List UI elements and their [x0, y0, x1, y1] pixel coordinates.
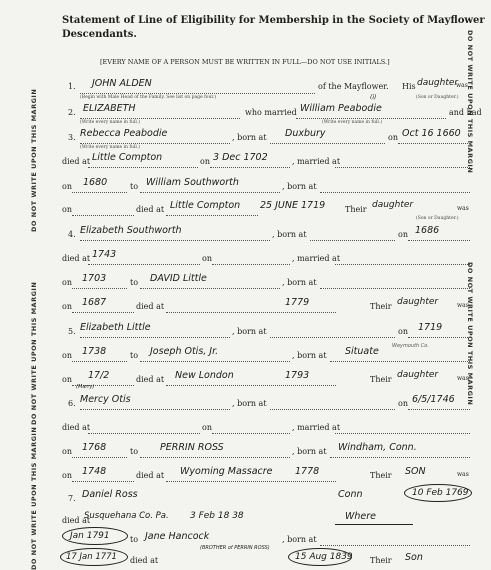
gen4-on-label-4: on — [62, 302, 72, 311]
gen4-married-label: , married at — [292, 254, 341, 263]
gen4-spouse-birthdate: 1687 — [82, 297, 107, 308]
gen5-on-label: on — [398, 327, 408, 336]
gen6-relation: SON — [405, 466, 426, 477]
gen6-born-label-2: , born at — [292, 447, 327, 456]
gen1-sub-instruction: (Begin with Male Head of the Family. See list on page four.) — [80, 95, 217, 100]
gen4-their-label: Their — [370, 302, 392, 311]
gen4-to-label: to — [130, 278, 139, 287]
gen6-their-label: Their — [370, 471, 392, 480]
gen5-line-d — [72, 361, 127, 362]
left-margin-note-top: DO NOT WRITE UPON THIS MARGIN — [30, 88, 38, 232]
gen1-sub-son-daughter: (Son or Daughter.) — [416, 95, 459, 100]
gen5-line-f — [330, 361, 470, 362]
gen3-line-d — [88, 167, 198, 168]
right-margin-note-top: DO NOT WRITE UPON THIS MARGIN — [466, 30, 474, 174]
gen6-line-e — [212, 433, 290, 434]
gen5-spouse-birthplace-note: Weymouth Co. — [392, 343, 429, 349]
gen5-birthdate: 1719 — [418, 322, 443, 333]
gen4-birthdate: 1686 — [415, 225, 440, 236]
left-margin-note-mid: DO NOT WRITE UPON THIS MARGIN — [30, 281, 38, 425]
gen2-mark: (i) — [370, 94, 377, 101]
gen6-on-label-3: on — [62, 447, 72, 456]
gen4-died-label: died at — [62, 254, 91, 263]
gen3-spouse-deathplace: Little Compton — [170, 200, 241, 211]
gen3-on-label-2: on — [200, 157, 210, 166]
gen6-birthdate: 6/5/1746 — [412, 394, 455, 405]
gen4-spouse-deathdate: 1779 — [285, 297, 310, 308]
gen1-was-label: was — [456, 82, 468, 89]
gen3-to-label: to — [130, 182, 139, 191]
gen2-who-married-label: who married — [245, 108, 297, 117]
gen2-and-had-label: and had — [449, 108, 482, 117]
gen3-line-a — [80, 143, 230, 144]
gen4-relation: daughter — [397, 297, 439, 307]
gen3-was-label: was — [457, 205, 469, 212]
gen5-name: Elizabeth Little — [80, 322, 151, 333]
gen7-spouse: Jane Hancock — [145, 531, 210, 542]
gen7-to-label: to — [130, 535, 139, 544]
gen4-name: Elizabeth Southworth — [80, 225, 182, 236]
gen4-line-a — [80, 240, 270, 241]
gen3-born-label: , born at — [232, 133, 267, 142]
gen3-line-k — [166, 215, 258, 216]
gen7-birthplace: Conn — [338, 489, 363, 500]
gen4-on-label-3: on — [62, 278, 72, 287]
gen7-married-underline — [335, 524, 413, 525]
gen1-his-label: His — [402, 82, 416, 91]
gen3-on-label-4: on — [62, 205, 72, 214]
gen4-died-label-2: died at — [136, 302, 165, 311]
gen3-sub: (Write every name in full.) — [80, 145, 141, 150]
gen3-line-f — [335, 167, 470, 168]
gen4-was-label: was — [457, 302, 469, 309]
form-title-line1: Statement of Line of Eligibility for Membership in the Society of Mayflower — [62, 15, 485, 26]
gen6-name-note: (Marry) — [76, 384, 95, 390]
gen7-spouse-deathdate-circle — [288, 548, 352, 566]
gen4-on-label: on — [398, 230, 408, 239]
gen5-on-label-2: on — [62, 351, 72, 360]
gen3-born-label-2: , born at — [282, 182, 317, 191]
gen7-deathdate: 3 Feb 18 38 — [190, 511, 244, 521]
gen5-spouse-deathdate: 1793 — [285, 370, 310, 381]
gen6-on-label-2: on — [202, 423, 212, 432]
gen1-number: 1. — [68, 82, 76, 91]
gen5-born-label-2: , born at — [292, 351, 327, 360]
gen4-number: 4. — [68, 230, 76, 239]
gen7-marriage-circle — [62, 527, 128, 545]
gen2-line-b — [296, 118, 446, 119]
gen4-born-label: , born at — [272, 230, 307, 239]
gen6-marriage-year: 1768 — [82, 442, 107, 453]
gen3-line-h — [140, 192, 280, 193]
gen3-line-i — [320, 192, 470, 193]
gen5-born-label: , born at — [232, 327, 267, 336]
gen6-line-i — [330, 457, 470, 458]
gen7-born-label: , born at — [282, 535, 317, 544]
gen6-died-label-2: died at — [136, 471, 165, 480]
gen4-line-f — [335, 264, 470, 265]
gen4-line-g — [72, 288, 127, 289]
gen3-number: 3. — [68, 133, 76, 142]
gen3-line-b — [270, 143, 385, 144]
gen5-spouse-deathplace: New London — [175, 370, 234, 381]
gen3-on-label-3: on — [62, 182, 72, 191]
gen5-line-a — [80, 337, 230, 338]
gen2-sub-a: (Write every name in full.) — [80, 120, 141, 125]
gen2-sub-b: (Write every name in full.) — [322, 120, 383, 125]
gen6-line-d — [88, 433, 200, 434]
gen6-line-b — [270, 409, 395, 410]
gen4-line-i — [320, 288, 470, 289]
gen6-line-f — [335, 433, 470, 434]
gen3-spouse-deathdate: 25 JUNE 1719 — [260, 200, 326, 211]
gen7-marriage-date: Jan 1791 — [70, 531, 110, 541]
gen6-born-label: , born at — [232, 399, 267, 408]
gen7-deathplace: Susquehana Co. Pa. — [84, 511, 169, 521]
gen3-marriage-year: 1680 — [83, 177, 108, 188]
gen6-on-label-4: on — [62, 471, 72, 480]
gen6-spouse: PERRIN ROSS — [160, 442, 224, 453]
gen3-deathplace: Little Compton — [92, 152, 163, 163]
gen2-name: ELIZABETH — [83, 103, 136, 114]
gen2-spouse: William Peabodie — [300, 103, 382, 114]
gen6-line-k — [166, 481, 336, 482]
gen6-line-c — [408, 409, 470, 410]
gen5-on-label-3: on — [62, 375, 72, 384]
gen5-died-label: died at — [136, 375, 165, 384]
gen4-line-j — [72, 312, 134, 313]
gen6-spouse-birthdate: 1748 — [82, 466, 107, 477]
gen1-name: JOHN ALDEN — [92, 78, 152, 89]
gen6-spouse-deathplace: Wyoming Massacre — [180, 466, 273, 477]
gen4-line-c — [408, 240, 470, 241]
gen7-died-label: died at — [62, 516, 91, 525]
gen2-line-a — [80, 118, 240, 119]
gen3-line-c — [398, 143, 470, 144]
gen7-died-label-2: died at — [130, 556, 159, 565]
gen4-line-e — [212, 264, 290, 265]
gen4-line-d — [88, 264, 200, 265]
gen4-on-label-2: on — [202, 254, 212, 263]
gen3-died-label: died at — [62, 157, 91, 166]
gen2-number: 2. — [68, 108, 76, 117]
gen4-marriage-year: 1703 — [82, 273, 107, 284]
gen5-line-c — [408, 337, 470, 338]
gen5-was-label: was — [457, 375, 469, 382]
gen6-was-label: was — [457, 471, 469, 478]
gen3-sub-son-daughter: (Son or Daughter.) — [416, 216, 459, 221]
gen5-spouse: Joseph Otis, Jr. — [150, 346, 219, 357]
gen5-spouse-birthdate: 17/2 — [88, 370, 110, 381]
gen3-died-label-2: died at — [136, 205, 165, 214]
gen4-spouse: DAVID Little — [150, 273, 207, 284]
gen6-on-label: on — [398, 399, 408, 408]
gen7-their-label: Their — [370, 556, 392, 565]
gen5-line-e — [140, 361, 290, 362]
gen3-line-g — [72, 192, 127, 193]
gen7-birthdate: 10 Feb 1769 — [412, 488, 469, 498]
instruction-text: [EVERY NAME OF A PERSON MUST BE WRITTEN IN FULL—DO NOT USE INITIALS.] — [100, 58, 390, 66]
gen5-line-b — [270, 337, 395, 338]
gen1-line — [80, 93, 315, 94]
gen5-their-label: Their — [370, 375, 392, 384]
gen3-relation: daughter — [372, 200, 414, 210]
gen3-their-label: Their — [345, 205, 367, 214]
gen6-spouse-deathdate: 1778 — [295, 466, 320, 477]
gen4-line-h — [140, 288, 280, 289]
gen6-number: 6. — [68, 399, 76, 408]
gen6-died-label: died at — [62, 423, 91, 432]
gen7-spouse-note: (BROTHER of PERRIN ROSS) — [200, 545, 270, 551]
gen6-line-j — [72, 481, 134, 482]
gen6-line-h — [140, 457, 290, 458]
gen3-deathdate: 3 Dec 1702 — [213, 152, 268, 163]
gen7-spouse-birthdate-circle — [60, 548, 128, 566]
gen3-spouse: William Southworth — [146, 177, 239, 188]
right-margin-note-mid: DO NOT WRITE UPON THIS MARGIN — [466, 262, 474, 406]
gen7-spouse-birthdate: 17 Jan 1771 — [66, 552, 117, 562]
gen7-married-place: Where — [345, 511, 377, 522]
gen3-birthplace: Duxbury — [285, 128, 326, 139]
gen1-mayflower-label: of the Mayflower. — [318, 82, 389, 91]
gen4-line-b — [310, 240, 395, 241]
gen5-relation: daughter — [397, 370, 439, 380]
gen7-line — [320, 545, 470, 546]
gen5-line-h — [166, 385, 336, 386]
gen6-spouse-birthplace: Windham, Conn. — [338, 442, 417, 453]
gen3-name: Rebecca Peabodie — [80, 128, 168, 139]
gen5-spouse-birthplace: Situate — [345, 346, 379, 357]
gen5-to-label: to — [130, 351, 139, 360]
gen7-birthdate-circle — [404, 484, 472, 502]
gen7-spouse-deathdate: 15 Aug 1839 — [295, 552, 353, 562]
gen5-number: 5. — [68, 327, 76, 336]
gen7-name: Daniel Ross — [82, 489, 138, 500]
gen1-relation: daughter — [417, 78, 459, 88]
gen3-birthdate: Oct 16 1660 — [402, 128, 461, 139]
gen6-married-label: , married at — [292, 423, 341, 432]
gen3-on-label: on — [388, 133, 398, 142]
gen3-married-label: , married at — [292, 157, 341, 166]
gen6-name: Mercy Otis — [80, 394, 131, 405]
gen4-born-label-2: , born at — [282, 278, 317, 287]
gen6-line-a — [80, 409, 230, 410]
gen7-number: 7. — [68, 494, 76, 503]
left-margin-note-bottom: DO NOT WRITE UPON THIS MARGIN — [30, 426, 38, 570]
gen7-relation: Son — [405, 552, 423, 563]
gen3-line-e — [210, 167, 290, 168]
gen6-to-label: to — [130, 447, 139, 456]
gen4-line-k — [166, 312, 336, 313]
gen6-line-g — [72, 457, 127, 458]
gen5-marriage-year: 1738 — [82, 346, 107, 357]
gen4-deathdate: 1743 — [92, 249, 117, 260]
form-title-line2: Descendants. — [62, 29, 137, 40]
gen3-line-j — [72, 215, 134, 216]
